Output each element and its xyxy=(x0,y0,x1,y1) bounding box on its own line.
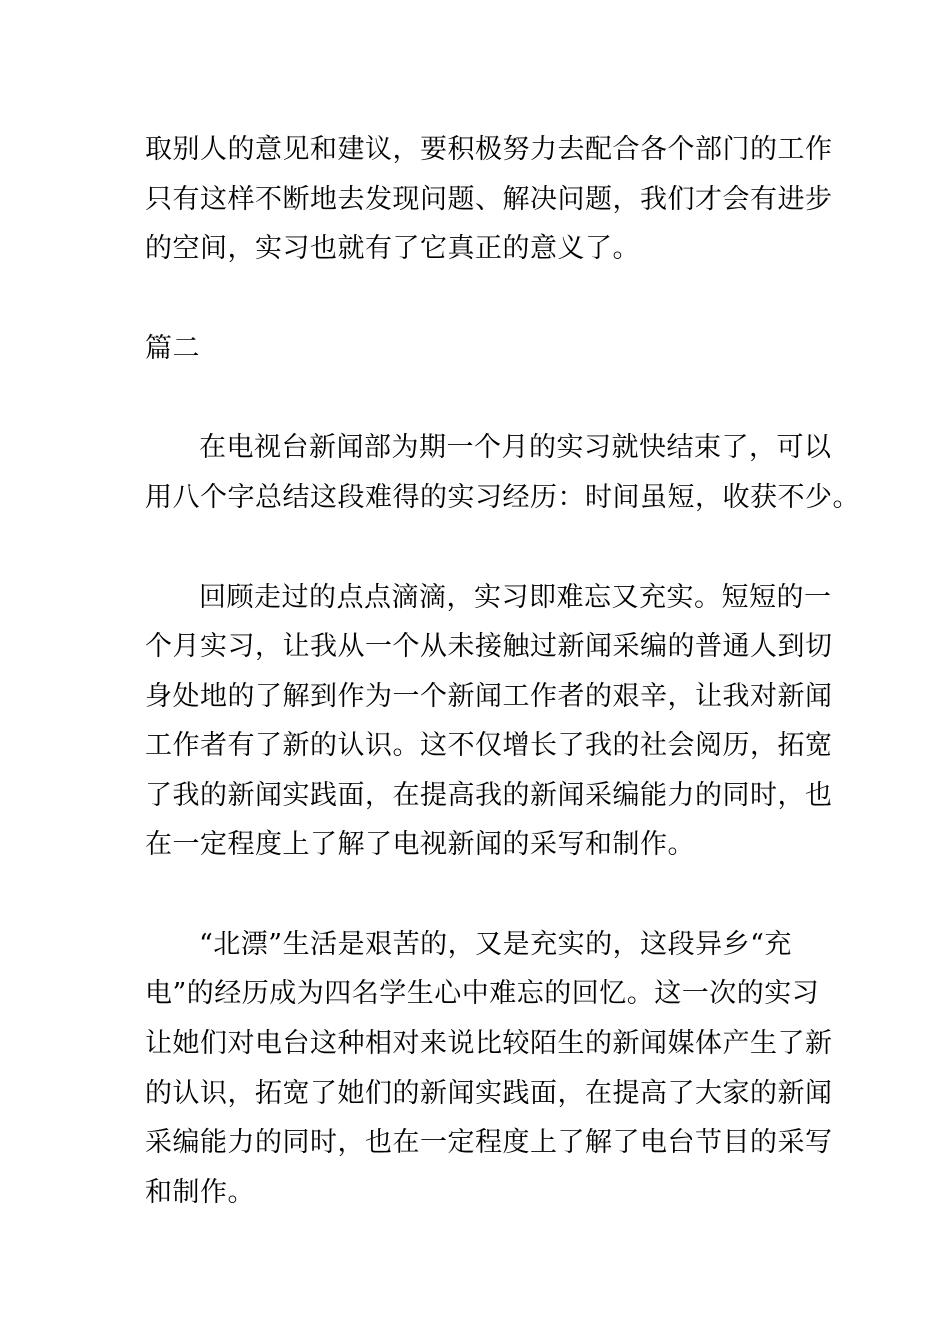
text-line: 电”的经历成为四名学生心中难忘的回忆。这一次的实习 xyxy=(145,978,820,1009)
text-line: 身处地的了解到作为一个新闻工作者的艰辛，让我对新闻 xyxy=(145,681,833,712)
text-line: 个月实习，让我从一个从未接触过新闻采编的普通人到切 xyxy=(145,631,833,662)
text-line: 在一定程度上了解了电视新闻的采写和制作。 xyxy=(145,829,695,860)
text-line: 采编能力的同时，也在一定程度上了解了电台节目的采写 xyxy=(145,1127,833,1158)
text-line: “北漂”生活是艰苦的，又是充实的，这段异乡“充 xyxy=(199,929,792,960)
text-line: 只有这样不断地去发现问题、解决问题，我们才会有进步 xyxy=(145,184,833,215)
section-heading: 篇二 xyxy=(145,333,200,364)
text-line: 的认识，拓宽了她们的新闻实践面，在提高了大家的新闻 xyxy=(145,1078,833,1109)
text-line: 在电视台新闻部为期一个月的实习就快结束了，可以 xyxy=(199,432,832,463)
text-line: 取别人的意见和建议，要积极努力去配合各个部门的工作 xyxy=(145,134,833,165)
text-line: 和制作。 xyxy=(145,1177,255,1208)
text-line: 回顾走过的点点滴滴，实习即难忘又充实。短短的一 xyxy=(199,582,832,613)
text-line: 让她们对电台这种相对来说比较陌生的新闻媒体产生了新 xyxy=(145,1028,833,1059)
text-line: 用八个字总结这段难得的实习经历：时间虽短，收获不少。 xyxy=(145,482,860,513)
text-line: 了我的新闻实践面，在提高我的新闻采编能力的同时，也 xyxy=(145,780,833,811)
text-line: 工作者有了新的认识。这不仅增长了我的社会阅历，拓宽 xyxy=(145,730,833,761)
text-line: 的空间，实习也就有了它真正的意义了。 xyxy=(145,233,640,264)
